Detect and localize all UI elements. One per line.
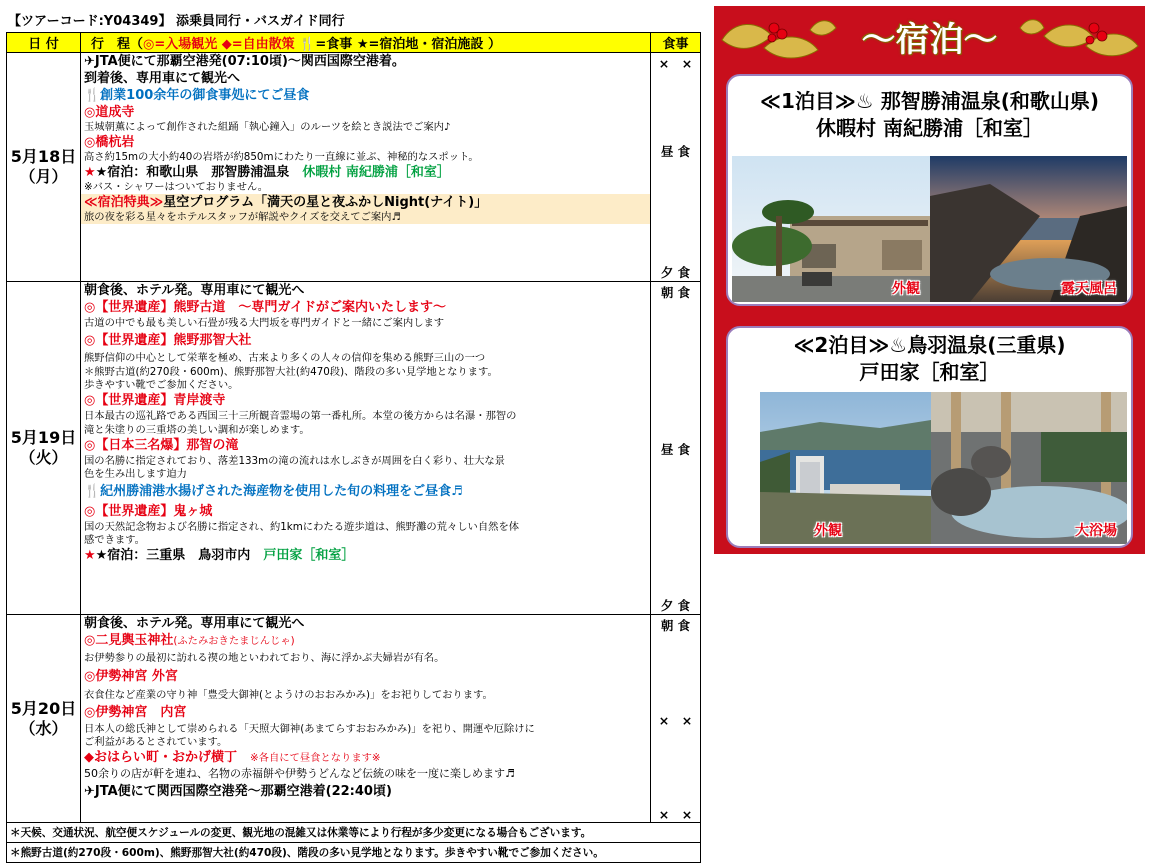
night1-title: ≪1泊目≫♨ 那智勝浦温泉(和歌山県) 休暇村 南紀勝浦［和室］ (760, 89, 1099, 140)
day-date: 5月18日 (10, 147, 77, 166)
day-row-1 (7, 53, 701, 282)
note-text: ＊天候、交通状況、航空便スケジュールの変更、観光地の混雑又は休業等により行程が多少変更になる場合もございます。 (7, 823, 701, 843)
itinerary-table (6, 32, 701, 863)
day-date: 5月19日 (10, 428, 77, 447)
meal-breakfast: 朝 食 (660, 618, 691, 633)
itinerary-column-header: 行 程（◎=入場観光 ◆=自由散策 🍴=食事 ★=宿泊地・宿泊施設 ） (81, 33, 651, 53)
legend-free-walk: ◆=自由散策 (221, 37, 295, 52)
photo-caption: 大浴場 (1075, 523, 1117, 539)
photo-caption: 外観 (892, 281, 920, 297)
sight-title: ◎伊勢神宮 外宮 (84, 669, 178, 684)
sight-description: お伊勢参りの最初に訪れる禊の地といわれており、海に浮かぶ夫婦岩が有名。 (84, 652, 445, 664)
meal-lunch: 昼 食 (660, 144, 691, 159)
night2-exterior-photo (760, 392, 931, 544)
day-meals-cell (651, 282, 701, 615)
sight-title: ◎伊勢神宮 内宮 (84, 705, 187, 720)
day-itinerary-cell (81, 282, 651, 615)
tour-code-header: 【ツアーコード:Y04349】 添乗員同行・バスガイド同行 (8, 14, 345, 29)
sight-description: 衣食住など産業の守り神「豊受大御神(とようけのおおみかみ)」をお祀りしております。 (84, 689, 493, 701)
night1-card (726, 74, 1133, 306)
sight-description: 古道の中でも最も美しい石畳が残る大門坂を専門ガイドと一緒にご案内します (84, 317, 445, 329)
sight-description: 色を生み出します迫力 (84, 468, 187, 480)
legend-meal: 🍴=食事 (299, 37, 353, 52)
sight-title: ◎【世界遺産】熊野古道 ～専門ガイドがご案内いたします～ (84, 300, 446, 315)
stay-title: ～宿泊～ (861, 20, 998, 60)
night2-card (726, 326, 1133, 548)
legend-stay: ★=宿泊地・宿泊施設 (356, 37, 484, 52)
note-text: ＊熊野古道(約270段・600m)、熊野那智大社(約470段)、階段の多い見学地となります。歩きやすい靴でご参加ください。 (7, 843, 701, 863)
day-meals-cell (651, 615, 701, 823)
stay-bonus-description: 旅の夜を彩る星々をホテルスタッフが解説やクイズを交えてご案内♬ (84, 211, 401, 223)
sight-description: 熊野信仰の中心として栄華を極め、古来より多くの人々の信仰を集める熊野三山の一つ (84, 352, 486, 364)
sight-note: 歩きやすい靴でご参加ください。 (84, 379, 239, 391)
day-itinerary-cell (81, 53, 651, 282)
sight-description: 日本最古の巡礼路である西国三十三所観音霊場の第一番札所。本堂の後方からは名瀑・那智の (84, 410, 517, 422)
sight-title: ◎【日本三名爆】那智の滝 (84, 438, 239, 453)
sight-description: 滝と朱塗りの三重塔の美しい調和が楽しめます。 (84, 424, 310, 436)
sight-title: ◎道成寺 (84, 105, 135, 120)
meal-dinner: 夕 食 (660, 598, 691, 613)
sight-title: ◎橋杭岩 (84, 135, 135, 150)
day-row-3 (7, 615, 701, 823)
day-meals-cell (651, 53, 701, 282)
itinerary-line: 朝食後、ホテル発。専用車にて観光へ (84, 616, 305, 631)
day-date-cell (7, 282, 81, 615)
sight-description: 玉城朝薫によって創作された組踊「執心鐘入」のルーツを絵とき説法でご案内♪ (84, 121, 451, 133)
date-column-header: 日 付 (7, 33, 81, 53)
sight-description: 感できます。 (84, 534, 145, 546)
sight-description: 国の名勝に指定されており、落差133mの滝の流れは水しぶきが周囲を白く彩り、壮大な景 (84, 455, 505, 467)
meal-lunch: 昼 食 (660, 442, 691, 457)
photo-caption: 外観 (814, 523, 842, 539)
day-itinerary-cell (81, 615, 651, 823)
stay-line: ★★宿泊：和歌山県 那智勝浦温泉 休暇村 南紀勝浦［和室］ (84, 165, 450, 180)
meal-breakfast: 朝 食 (660, 285, 691, 300)
sight-description: 日本人の総氏神として崇められる「天照大御神(あまてらすおおみかみ)」を祀り、開運や厄除けに (84, 723, 535, 735)
table-header-row (7, 33, 701, 53)
sight-description: ご利益があるとされています。 (84, 736, 228, 748)
night2-bath-photo (931, 392, 1127, 544)
day-weekday: （火） (19, 448, 68, 467)
hotel-name: 休暇村 南紀勝浦［和室］ (302, 165, 450, 180)
sight-note: ＊熊野古道(約270段・600m)、熊野那智大社(約470段)、階段の多い見学地となります。 (84, 366, 498, 378)
lunch-line: 🍴創業100余年の御食事処にてご昼食 (84, 88, 310, 103)
meal-breakfast: × × (658, 56, 693, 71)
day-date-cell (7, 53, 81, 282)
day-weekday: （水） (19, 718, 68, 738)
hotel-exterior-image (760, 392, 931, 544)
meal-lunch: × × (658, 713, 693, 728)
stay-bonus-line: ≪宿泊特典≫星空プログラム「満天の星と夜ふかしNight(ナイト)」 (84, 195, 488, 210)
free-walk-description: 50余りの店が軒を連ね、名物の赤福餅や伊勢うどんなど伝統の味を一度に楽しめます♬ (84, 767, 515, 780)
stay-bonus-box (81, 194, 650, 224)
sight-description: 高さ約15mの大小約40の岩塔が約850mにわたり一直線に並ぶ、神秘的なスポット。 (84, 151, 479, 163)
meal-dinner: 夕 食 (660, 265, 691, 280)
day-weekday: （月） (19, 167, 68, 186)
hotel-name: 戸田家［和室］ (263, 548, 355, 563)
night1-exterior-photo (732, 156, 930, 302)
flight-line: ✈JTA便にて那覇空港発(07:10頃)～関西国際空港着。 (84, 54, 405, 69)
stay-line: ★★宿泊：三重県 鳥羽市内 戸田家［和室］ (84, 548, 355, 563)
day-date: 5月20日 (10, 698, 77, 718)
sight-title: ◎【世界遺産】鬼ヶ城 (84, 504, 213, 519)
sight-title: ◎二見輿玉神社(ふたみおきたまじんじゃ) (84, 633, 295, 648)
stay-note: ※バス・シャワーはついておりません。 (84, 181, 269, 193)
sight-description: 国の天然記念物および名勝に指定され、約1kmにわたる遊歩道は、熊野灘の荒々しい自然を体 (84, 521, 520, 533)
photo-caption: 露天風呂 (1061, 281, 1117, 297)
free-walk-title: ◆おはらい町・おかげ横丁 ※各自にて昼食となります※ (84, 750, 381, 765)
legend-sightseeing: ◎=入場観光 (143, 37, 218, 52)
sight-title: ◎【世界遺産】熊野那智大社 (84, 333, 252, 348)
flight-line: ✈JTA便にて関西国際空港発～那覇空港着(22:40頃) (84, 784, 392, 799)
night2-title: ≪2泊目≫♨鳥羽温泉(三重県) 戸田家［和室］ (793, 333, 1066, 384)
itinerary-line: 朝食後、ホテル発。専用車にて観光へ (84, 283, 305, 298)
sight-title: ◎【世界遺産】青岸渡寺 (84, 393, 226, 408)
day-row-2 (7, 282, 701, 615)
itinerary-line: 到着後、専用車にて観光へ (84, 71, 241, 86)
night1-bath-photo (930, 156, 1127, 302)
meal-dinner: × × (658, 807, 693, 822)
note-row (7, 823, 701, 843)
day-date-cell (7, 615, 81, 823)
accommodation-panel (714, 6, 1145, 554)
meals-column-header: 食事 (651, 33, 701, 53)
lunch-line: 🍴紀州勝浦港水揚げされた海産物を使用した旬の料理をご昼食♬ (84, 484, 463, 499)
